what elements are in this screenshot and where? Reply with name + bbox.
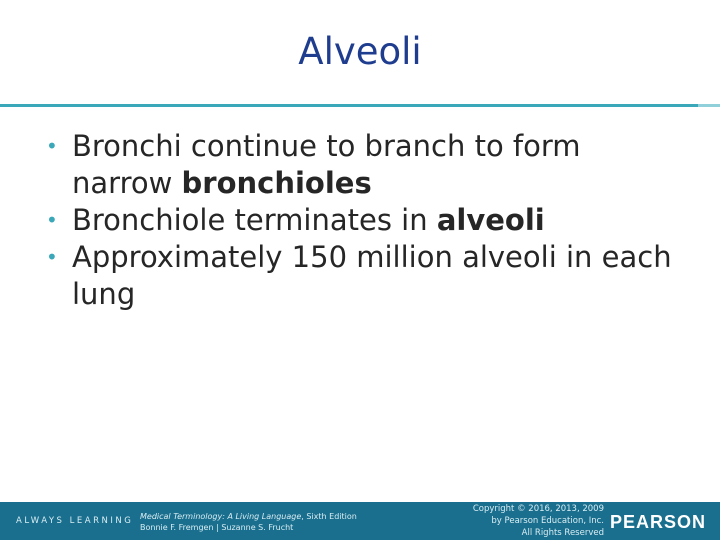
footer-tagline: ALWAYS LEARNING [16, 516, 134, 526]
book-edition: , Sixth Edition [301, 512, 357, 521]
bullet-text: Bronchiole terminates in [72, 203, 437, 237]
pearson-logo: PEARSON [609, 512, 706, 532]
bullet-item [46, 128, 686, 202]
book-title: Medical Terminology: A Living Language [140, 512, 302, 521]
bullet-item [46, 202, 686, 239]
slide-title: Alveoli [298, 30, 422, 73]
bullet-bold-term: alveoli [436, 203, 545, 237]
bullet-item [46, 239, 686, 313]
bullet-list [46, 128, 686, 313]
bullet-text: Approximately 150 million alveoli in each lung [72, 240, 672, 311]
copyright-line: by Pearson Education, Inc. [491, 516, 604, 526]
footer-bar [0, 502, 720, 540]
copyright-notice [404, 503, 604, 539]
title-divider-end [698, 104, 720, 107]
copyright-line: Copyright © 2016, 2013, 2009 [472, 504, 604, 514]
book-authors: Bonnie F. Fremgen | Suzanne S. Frucht [140, 523, 294, 532]
bullet-bold-term: bronchioles [181, 166, 372, 200]
copyright-line: All Rights Reserved [521, 528, 604, 538]
book-credit [140, 511, 357, 533]
bullet-text: Bronchi continue to branch to form narrow [72, 129, 581, 200]
title-divider [0, 104, 698, 107]
